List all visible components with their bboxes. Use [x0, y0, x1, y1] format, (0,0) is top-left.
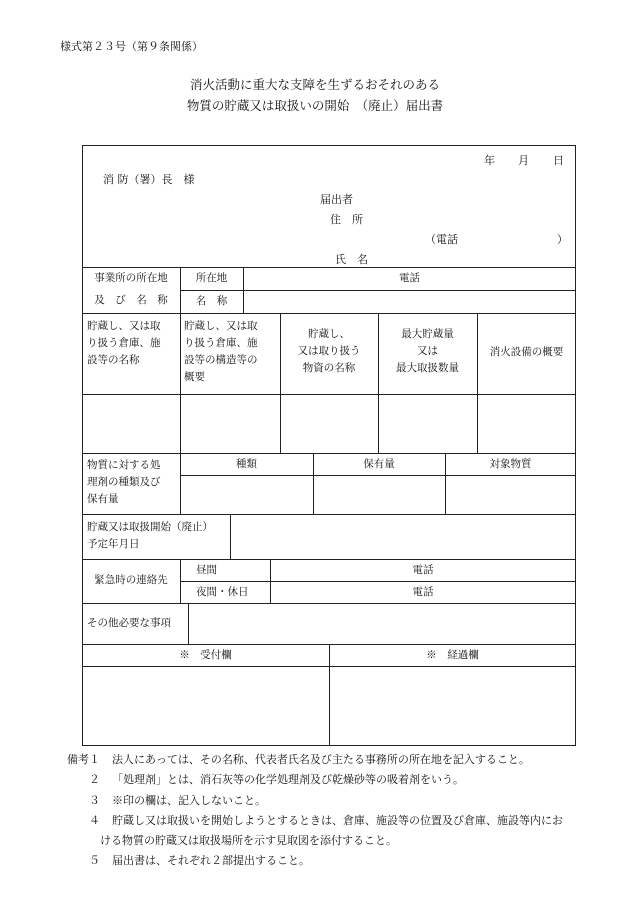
agent-type-label: 種類: [236, 458, 257, 470]
date-day-label: 日: [553, 154, 564, 167]
storage-substance-label: 貯蔵し、 又は取り扱う 物資の名称: [297, 328, 361, 374]
other-label: その他必要な事項: [87, 617, 171, 629]
rule-emergency-mid: [180, 581, 576, 582]
storage-structure-label: 貯蔵し、又は取 り扱う倉庫、施 設等の構造等の 概要: [184, 320, 258, 383]
storage-max-quantity-label: 最大貯蔵量 又は 最大取扱数量: [396, 328, 459, 374]
emergency-label: 緊急時の連絡先: [94, 574, 168, 586]
emergency-day-label: 昼間: [196, 564, 217, 576]
vrule-schedule: [230, 514, 231, 559]
reception-progress-label: ※ 経過欄: [426, 649, 479, 661]
name-label: 氏 名: [335, 253, 368, 266]
date-year-label: 年: [484, 154, 495, 167]
schedule-label: 貯蔵又は取扱開始（廃止） 予定年月日: [87, 521, 213, 550]
office-label-line1: 事業所の所在地: [94, 272, 168, 284]
rule-header-bottom: [82, 267, 576, 268]
emergency-night-phone-label: 電話: [412, 586, 434, 598]
remark-item: ２ 「処理剤」とは、消石灰等の化学処理剤及び乾燥砂等の吸着剤をいう。: [89, 773, 464, 787]
agent-label: 物質に対する処 理剤の種類及び 保有量: [87, 459, 161, 505]
rule-agent-bottom: [82, 514, 576, 515]
agent-amount-label: 保有量: [363, 458, 395, 470]
rule-agent-mid: [180, 475, 576, 476]
emergency-day-phone-label: 電話: [412, 564, 434, 576]
office-location-label: 所在地: [195, 272, 228, 284]
rule-schedule-bottom: [82, 559, 576, 560]
agent-target-label: 対象物質: [489, 458, 532, 470]
remark-item: ける物質の貯蔵又は取扱場所を示す見取図を添付すること。: [100, 834, 397, 848]
vrule-storage-col4: [477, 313, 478, 453]
office-label-line2: 及 び 名 称: [94, 294, 168, 306]
remark-item: 備考１ 法人にあっては、その名称、代表者氏名及び主たる事務所の所在地を記入すること。: [67, 753, 530, 766]
form-title-line2: 物質の貯蔵又は取扱いの開始 （廃止）届出書: [186, 98, 444, 113]
rule-office-mid: [180, 290, 576, 291]
emergency-night-label: 夜間・休日: [196, 586, 249, 598]
remark-item: ５ 届出書は、それぞれ２部提出すること。: [89, 854, 310, 868]
vrule-emergency-col1: [180, 559, 181, 603]
addressee: 消 防（署）長 様: [103, 173, 195, 186]
phone-close: ）: [557, 233, 568, 246]
rule-storage-bottom: [82, 453, 576, 454]
rule-emergency-bottom: [82, 603, 576, 604]
remark-item: ４ 貯蔵し又は取扱いを開始しようとするときは、倉庫、施設等の位置及び倉庫、施設等内にお: [89, 813, 563, 827]
rule-storage-header-bottom: [82, 394, 576, 395]
notifier-label: 届出者: [320, 193, 353, 206]
address-label: 住 所: [330, 213, 363, 226]
form-number: 様式第２３号（第９条関係）: [60, 40, 203, 53]
office-name-label: 名 称: [195, 295, 228, 307]
storage-fire-equipment-label: 消火設備の概要: [489, 346, 564, 358]
remarks: [60, 750, 563, 872]
rule-office-bottom: [82, 313, 576, 314]
form-title-line1: 消火活動に重大な支障を生ずるおそれのある: [189, 77, 440, 92]
office-phone-label: 電話: [399, 272, 420, 284]
storage-facility-name-label: 貯蔵し、又は取 り扱う倉庫、施 設等の名称: [87, 320, 161, 366]
remark-item: ３ ※印の欄は、記入しないこと。: [89, 793, 266, 807]
phone-open: （電話: [425, 233, 458, 246]
vrule-other: [188, 603, 189, 644]
reception-received-label: ※ 受付欄: [179, 649, 232, 661]
date-month-label: 月: [518, 154, 529, 167]
